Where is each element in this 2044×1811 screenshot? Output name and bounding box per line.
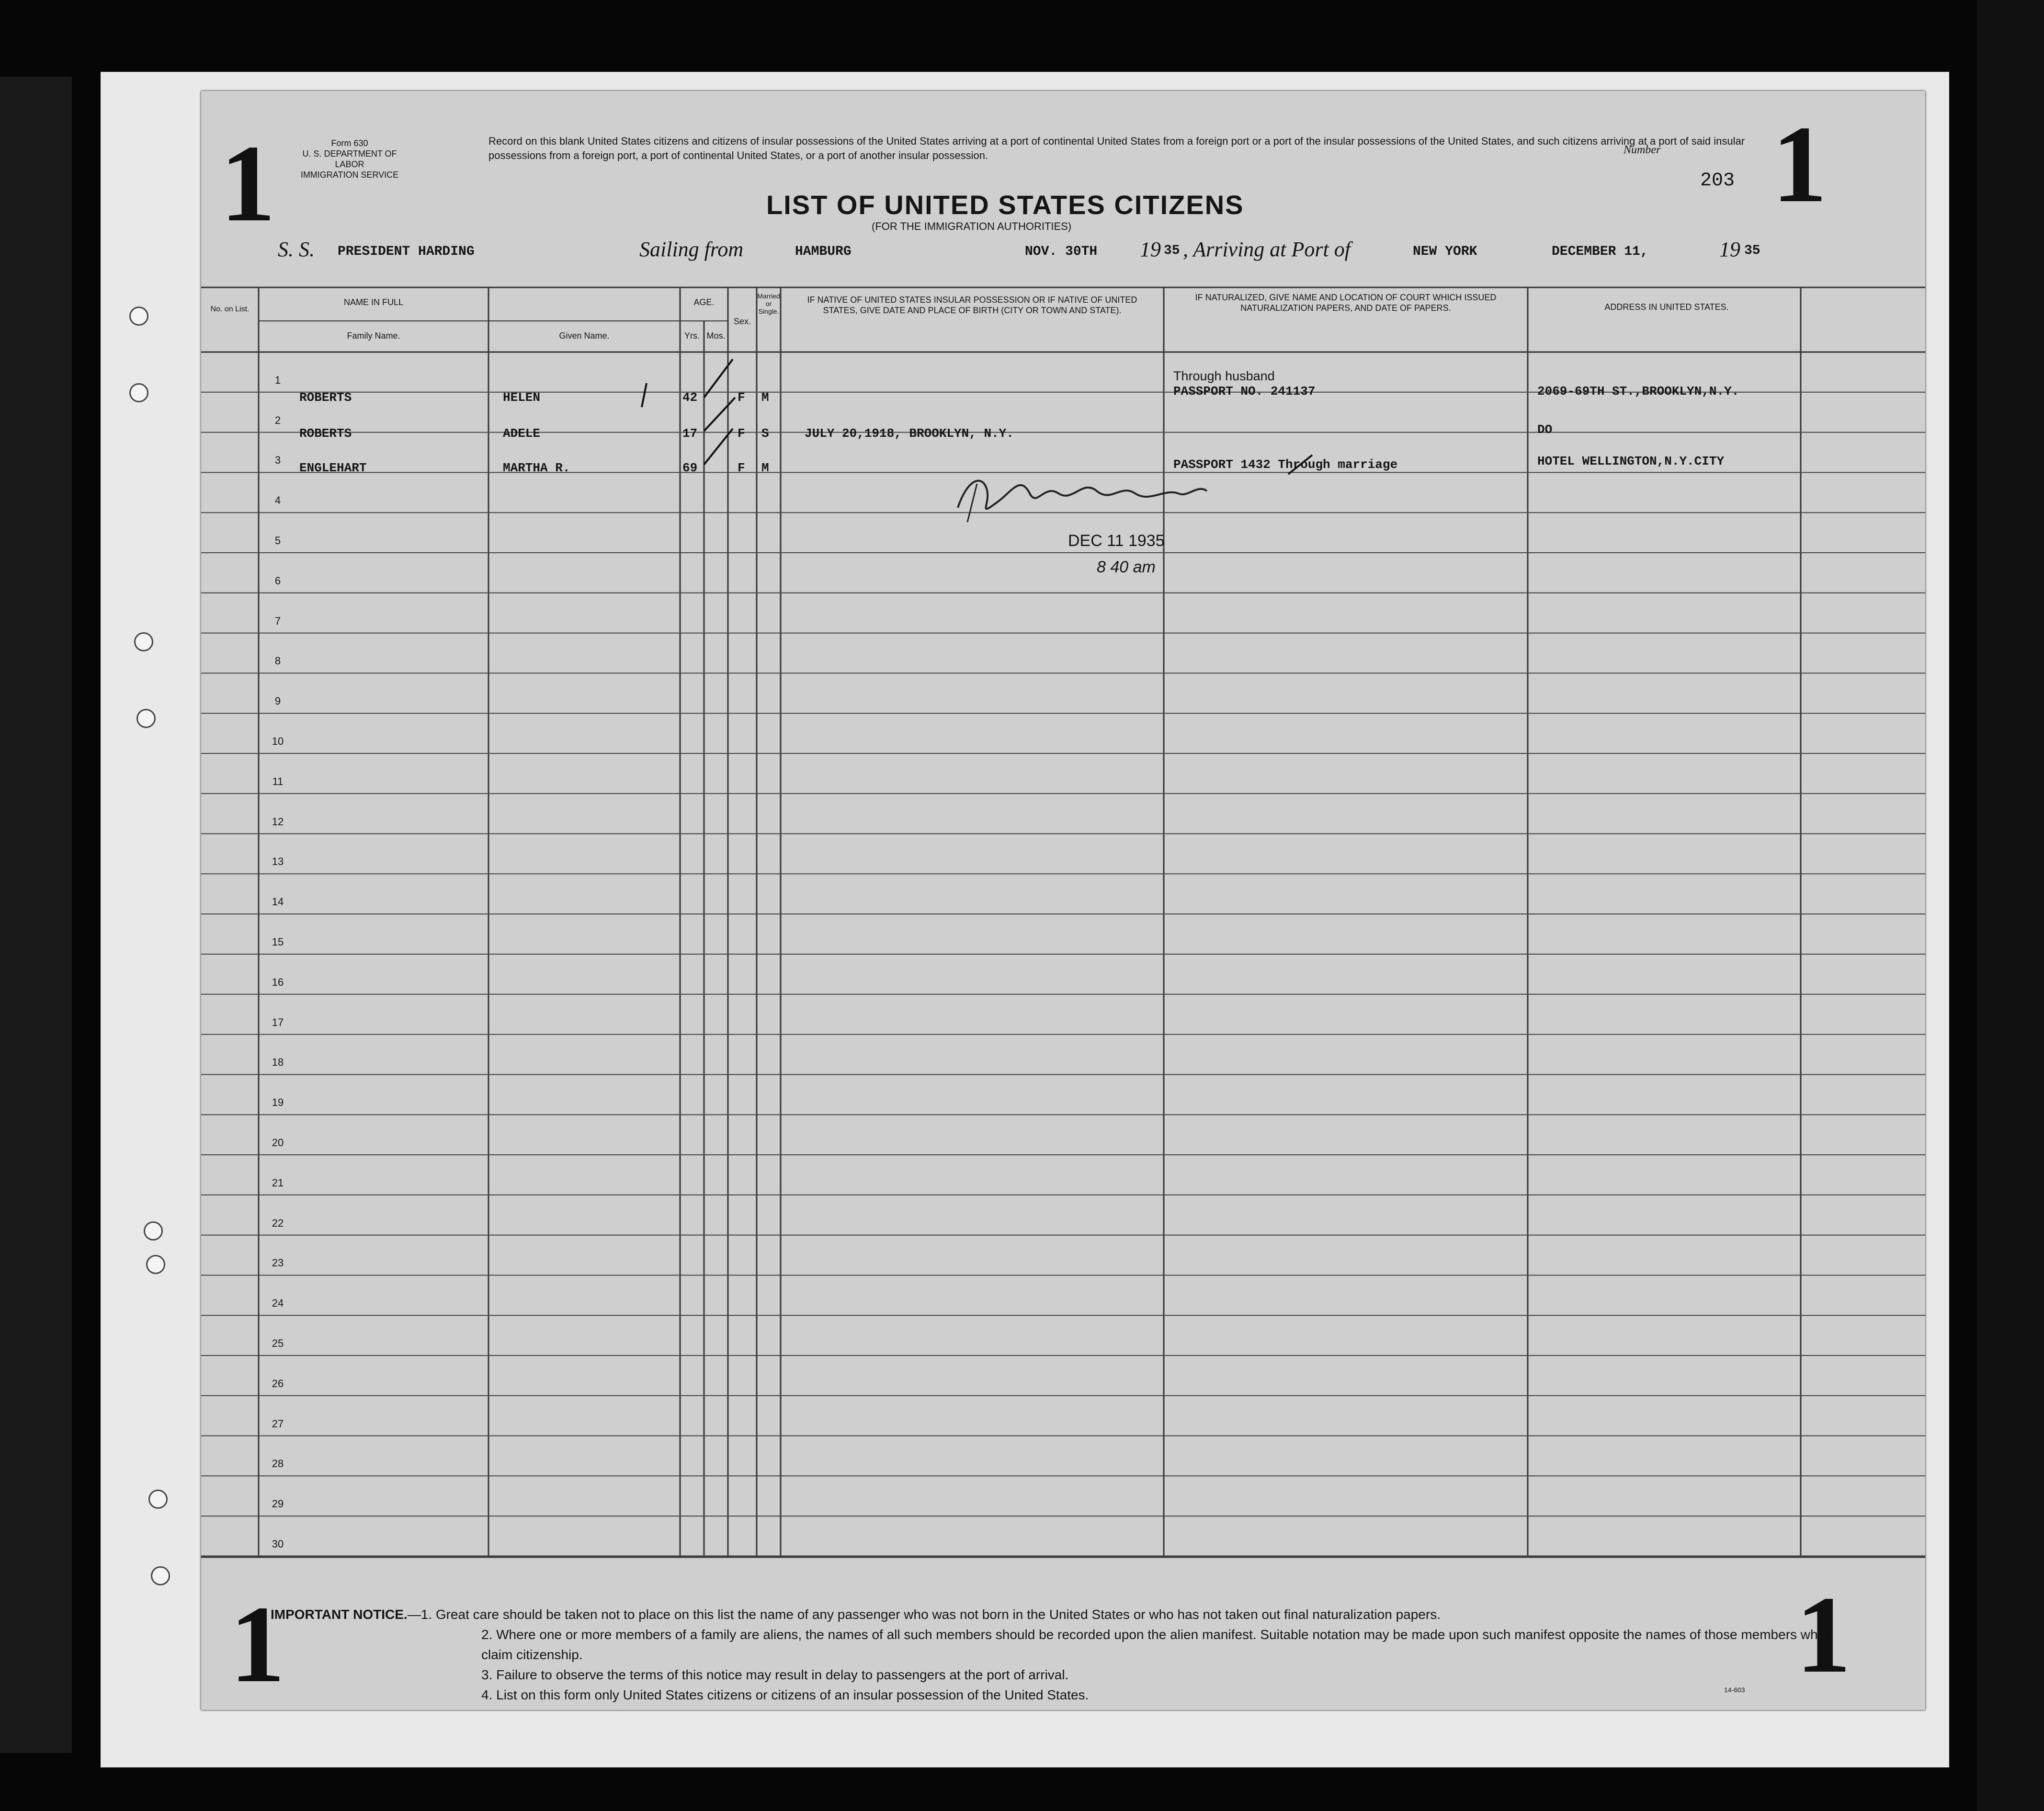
row-number: 17 [272, 1016, 284, 1028]
row3-age-years: 69 [682, 461, 698, 475]
row-number: 25 [272, 1337, 284, 1349]
departure-date: NOV. 30TH [1025, 244, 1098, 259]
row-number: 16 [272, 976, 284, 988]
departure-year: 35 [1164, 243, 1180, 258]
naturalization-header: IF NATURALIZED, GIVE NAME AND LOCATION OF COURT WHICH ISSUED NATURALIZATION PAPERS, AND DATE OF PAPERS. [1195, 293, 1497, 313]
row-number: 10 [272, 735, 284, 747]
binder-right-edge [1977, 0, 2044, 1811]
row-number: 3 [274, 454, 281, 467]
notice-item-3: 3. Failure to observe the terms of this notice may result in delay to passengers at the port of arrival. [481, 1667, 1069, 1682]
row1-address: 2069-69TH ST.,BROOKLYN,N.Y. [1537, 384, 1739, 399]
given-name-header: Given Name. [559, 331, 610, 341]
row-number: 23 [272, 1257, 284, 1269]
corner-number-top-right: 1 [1772, 103, 1827, 225]
married-single-header: Married or Single. [757, 292, 780, 315]
family-name-header: Family Name. [347, 331, 400, 341]
punch-hole [136, 709, 156, 728]
row3-sex: F [738, 461, 745, 475]
form-instructions: Record on this blank United States citizens and citizens of insular possessions of the United States arriving at a port of continental United States from a foreign port or a port of the insular possessions of the United States, and such citizens arriving at a port of said insular possessions from a foreign port, a port of continental United States, or a port of another insular possession. [488, 135, 1745, 161]
corner-number-bottom-left: 1 [230, 1583, 285, 1705]
row-number: 18 [272, 1056, 284, 1069]
arrival-time-stamp: 8 40 am [1097, 558, 1156, 576]
row1-sex: F [738, 390, 745, 405]
page-title: LIST OF UNITED STATES CITIZENS [766, 190, 1244, 220]
row-number: 28 [272, 1458, 284, 1470]
arrival-date-stamp: DEC 11 1935 [1068, 532, 1165, 550]
service-name: IMMIGRATION SERVICE [300, 170, 399, 180]
row-number: 9 [274, 695, 281, 707]
row-number: 7 [274, 615, 281, 627]
name-in-full-header: NAME IN FULL [343, 297, 404, 307]
row-number: 8 [274, 655, 281, 667]
punch-hole [146, 1255, 165, 1274]
row-number: 22 [272, 1217, 284, 1229]
row1-given-name: HELEN [503, 390, 541, 405]
notice-item-2: 2. Where one or more members of a family are aliens, the names of all such members should be recorded upon the alien manifest. Suitable notation may be made upon such manifest opposite the names of those members who claim citizenship. [481, 1627, 1826, 1662]
row-number: 21 [272, 1176, 284, 1189]
form-number: Form 630 [331, 138, 368, 148]
address-header: ADDRESS IN UNITED STATES. [1604, 302, 1729, 312]
punch-hole [151, 1566, 170, 1585]
sailing-from-label: Sailing from [639, 238, 744, 261]
row1-family-name: ROBERTS [299, 390, 352, 405]
number-on-list-header: No. on List. [210, 305, 250, 313]
row-number: 24 [272, 1297, 284, 1310]
punch-hole [129, 383, 148, 402]
row-number: 30 [272, 1538, 284, 1550]
row-number: 15 [272, 936, 284, 948]
punch-hole [148, 1490, 168, 1509]
binder-left-edge [0, 77, 72, 1753]
row-number: 19 [272, 1096, 284, 1109]
punch-hole [144, 1221, 163, 1241]
arrival-port: NEW YORK [1413, 244, 1477, 259]
row-number: 27 [272, 1417, 284, 1430]
ship-name: PRESIDENT HARDING [338, 244, 475, 259]
departure-port: HAMBURG [795, 244, 852, 259]
row1-age-years: 42 [682, 390, 698, 405]
row-number: 11 [272, 775, 284, 787]
form-code: 14-603 [1724, 1686, 1745, 1694]
year-prefix: 19 [1719, 238, 1740, 261]
notice-item-1: IMPORTANT NOTICE.—1. Great care should be taken not to place on this list the name of any passenger who was not born in the United States or who has not taken out final naturalization papers. [271, 1607, 1441, 1622]
row-number: 4 [274, 494, 281, 507]
row-number: 5 [274, 535, 281, 547]
department-name: U. S. DEPARTMENT OF LABOR [302, 149, 397, 169]
arriving-label: , Arriving at Port of [1183, 238, 1351, 261]
row-number: 1 [274, 374, 281, 386]
punch-hole [134, 632, 153, 651]
row-number: 6 [274, 574, 281, 587]
arrival-year: 35 [1744, 243, 1760, 258]
age-header: AGE. [693, 297, 715, 307]
list-number: 203 [1700, 170, 1735, 192]
row2-address: DO [1537, 422, 1553, 437]
row3-family-name: ENGLEHART [299, 461, 367, 475]
row2-birth-place: JULY 20,1918, BROOKLYN, N.Y. [805, 426, 1014, 441]
row-number: 12 [272, 815, 284, 828]
row2-given-name: ADELE [503, 426, 541, 441]
corner-number-top-left: 1 [220, 122, 275, 244]
birth-place-header: IF NATIVE OF UNITED STATES INSULAR POSSESSION OR IF NATIVE OF UNITED STATES, GIVE DATE AND PLACE OF BIRTH (CITY OR TOWN AND STATE). [807, 295, 1137, 315]
row1-married-single: M [761, 390, 769, 405]
years-header: Yrs. [684, 331, 700, 341]
row-number: 29 [272, 1498, 284, 1510]
row-number: 2 [274, 414, 281, 426]
notice-label: IMPORTANT NOTICE. [271, 1607, 408, 1622]
notice-item-4: 4. List on this form only United States citizens or citizens of an insular possession of the United States. [481, 1687, 1089, 1702]
row-number: 26 [272, 1377, 284, 1390]
year-prefix: 19 [1140, 238, 1161, 261]
sex-header: Sex. [733, 317, 751, 326]
row3-given-name: MARTHA R. [503, 461, 570, 475]
number-label: Number [1624, 144, 1661, 156]
row-number: 13 [272, 855, 284, 868]
ss-label: S. S. [278, 238, 315, 261]
punch-hole [129, 307, 148, 326]
arrival-date: DECEMBER 11, [1552, 244, 1648, 259]
row3-naturalization: PASSPORT 1432 Through marriage [1173, 457, 1398, 472]
citizen-list-form [201, 91, 1925, 1710]
row3-address: HOTEL WELLINGTON,N.Y.CITY [1537, 454, 1725, 468]
row-number: 20 [272, 1137, 284, 1149]
row3-married-single: M [761, 461, 769, 475]
important-notice [271, 1605, 1827, 1705]
inspector-signature [948, 465, 1216, 527]
row2-sex: F [738, 426, 745, 441]
page-subtitle: (FOR THE IMMIGRATION AUTHORITIES) [872, 220, 1072, 232]
row1-naturalization: PASSPORT NO. 241137 [1173, 384, 1316, 399]
row-number: 14 [272, 896, 284, 908]
months-header: Mos. [706, 331, 726, 341]
row2-family-name: ROBERTS [299, 426, 352, 441]
row1-naturalization-note: Through husband [1173, 369, 1275, 383]
corner-number-bottom-right: 1 [1796, 1573, 1851, 1696]
row2-married-single: S [761, 426, 769, 441]
row2-age-years: 17 [682, 426, 698, 441]
